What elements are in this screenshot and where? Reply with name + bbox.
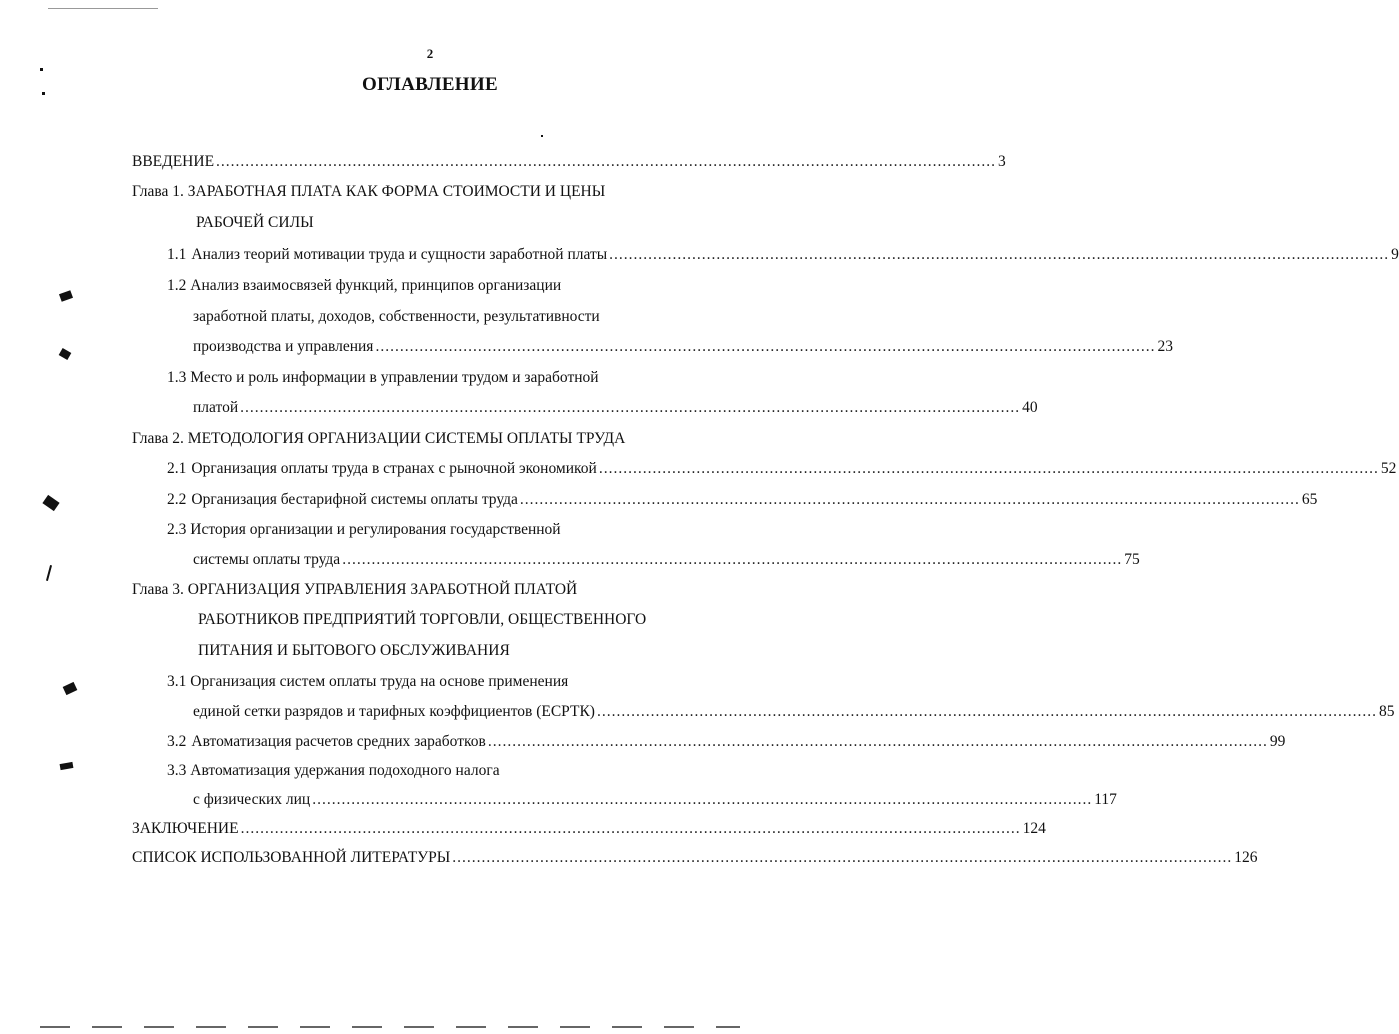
section-number: 3.2 (167, 733, 187, 750)
toc-chapter-3-cont2 (198, 640, 510, 662)
toc-section-2-3[interactable] (167, 519, 561, 541)
section-title: Анализ взаимосвязей функций, принципов организации (190, 277, 562, 294)
toc-section-3-1[interactable] (167, 671, 568, 693)
section-title: Место и роль информации в управлении трудом и заработной (190, 369, 599, 386)
chapter-title-cont: РАБОТНИКОВ ПРЕДПРИЯТИЙ ТОРГОВЛИ, ОБЩЕСТВЕННОГО (198, 611, 647, 628)
section-title: Автоматизация удержания подоходного налога (190, 762, 500, 779)
scan-artifact-line (40, 1026, 740, 1028)
leader-dots: ................................................................................................................................................................ (240, 399, 1021, 416)
toc-page: 9 (1391, 246, 1399, 263)
section-number: 2.3 (167, 521, 187, 538)
toc-chapter-3-cont (198, 609, 646, 631)
toc-page: 23 (1157, 338, 1173, 355)
toc-section-1-3-last[interactable] (193, 397, 1038, 419)
leader-dots: ................................................................................................................................................................ (375, 338, 1156, 355)
toc-page: 117 (1094, 791, 1117, 808)
toc-section-2-3-last[interactable] (193, 549, 1140, 571)
section-title: Организация оплаты труда в странах с рыночной экономикой (191, 460, 597, 477)
leader-dots: ................................................................................................................................................................ (216, 153, 997, 170)
toc-section-1-2[interactable] (167, 275, 561, 297)
toc-page: 85 (1378, 703, 1395, 720)
toc-section-1-2-cont (193, 306, 600, 328)
leader-dots: ................................................................................................................................................................ (240, 820, 1021, 837)
leader-dots: ................................................................................................................................................................ (342, 551, 1123, 568)
section-title: История организации и регулирования государственной (190, 521, 561, 538)
section-title: Организация бестарифной системы оплаты труда (191, 491, 518, 508)
section-title-cont: системы оплаты труда (193, 551, 341, 568)
section-number: 1.1 (167, 246, 187, 263)
scan-speck (541, 135, 543, 137)
page-number: 2 (426, 46, 434, 61)
toc-page: 40 (1022, 399, 1038, 416)
toc-chapter-1[interactable] (132, 181, 605, 203)
chapter-prefix: Глава 1. (132, 183, 184, 200)
chapter-title: ОРГАНИЗАЦИЯ УПРАВЛЕНИЯ ЗАРАБОТНОЙ ПЛАТОЙ (187, 581, 578, 598)
toc-page: 3 (998, 153, 1006, 170)
toc-page: 52 (1380, 460, 1397, 477)
toc-section-2-1[interactable] (167, 458, 1397, 480)
section-title-cont: единой сетки разрядов и тарифных коэффициентов (ЕСРТК) (193, 703, 595, 720)
toc-chapter-2[interactable] (132, 428, 625, 450)
toc-chapter-3[interactable] (132, 579, 577, 601)
toc-label: ЗАКЛЮЧЕНИЕ (132, 820, 239, 837)
toc-page: 65 (1301, 491, 1318, 508)
toc-label: ВВЕДЕНИЕ (132, 153, 215, 170)
section-title-cont: производства и управления (193, 338, 374, 355)
section-number: 3.3 (167, 762, 187, 779)
toc-page: 99 (1269, 733, 1286, 750)
toc-section-3-2[interactable] (167, 731, 1286, 753)
leader-dots: ................................................................................................................................................................ (598, 460, 1379, 477)
toc-page: 124 (1022, 820, 1046, 837)
chapter-title: МЕТОДОЛОГИЯ ОРГАНИЗАЦИИ СИСТЕМЫ ОПЛАТЫ ТРУДА (187, 430, 626, 447)
chapter-title: ЗАРАБОТНАЯ ПЛАТА КАК ФОРМА СТОИМОСТИ И ЦЕНЫ (187, 183, 606, 200)
toc-page: 75 (1124, 551, 1140, 568)
leader-dots: ................................................................................................................................................................ (487, 733, 1268, 750)
toc-section-1-3[interactable] (167, 367, 599, 389)
section-number: 2.1 (167, 460, 187, 477)
scan-speck (40, 68, 43, 71)
section-title-cont: с физических лиц (193, 791, 311, 808)
scan-speck (42, 92, 45, 95)
page-title: ОГЛАВЛЕНИЕ (362, 74, 498, 95)
chapter-prefix: Глава 2. (132, 430, 184, 447)
toc-entry-intro[interactable] (132, 151, 1006, 173)
chapter-prefix: Глава 3. (132, 581, 184, 598)
leader-dots: ................................................................................................................................................................ (596, 703, 1377, 720)
section-number: 1.2 (167, 277, 187, 294)
chapter-title-cont: РАБОЧЕЙ СИЛЫ (196, 214, 314, 231)
section-title-cont: платой (193, 399, 239, 416)
toc-section-1-1[interactable] (167, 244, 1399, 266)
section-title: Организация систем оплаты труда на основе применения (190, 673, 569, 690)
toc-section-3-3-last[interactable] (193, 789, 1117, 811)
toc-page: 126 (1234, 849, 1258, 866)
section-title-cont: заработной платы, доходов, собственности, результативности (193, 308, 600, 325)
toc-chapter-1-cont (196, 212, 314, 234)
leader-dots: ................................................................................................................................................................ (312, 791, 1093, 808)
section-title: Анализ теорий мотивации труда и сущности заработной платы (191, 246, 608, 263)
toc-entry-conclusion[interactable] (132, 818, 1046, 840)
leader-dots: ................................................................................................................................................................ (452, 849, 1233, 866)
section-title: Автоматизация расчетов средних заработков (191, 733, 486, 750)
toc-entry-references[interactable] (132, 847, 1258, 869)
leader-dots: ................................................................................................................................................................ (609, 246, 1390, 263)
section-number: 1.3 (167, 369, 187, 386)
toc-section-3-3[interactable] (167, 760, 500, 782)
chapter-title-cont: ПИТАНИЯ И БЫТОВОГО ОБСЛУЖИВАНИЯ (198, 642, 510, 659)
toc-section-1-2-last[interactable] (193, 336, 1173, 358)
leader-dots: ................................................................................................................................................................ (519, 491, 1300, 508)
toc-section-2-2[interactable] (167, 489, 1318, 511)
section-number: 3.1 (167, 673, 187, 690)
toc-section-3-1-last[interactable] (193, 701, 1395, 723)
toc-label: СПИСОК ИСПОЛЬЗОВАННОЙ ЛИТЕРАТУРЫ (132, 849, 451, 866)
section-number: 2.2 (167, 491, 187, 508)
